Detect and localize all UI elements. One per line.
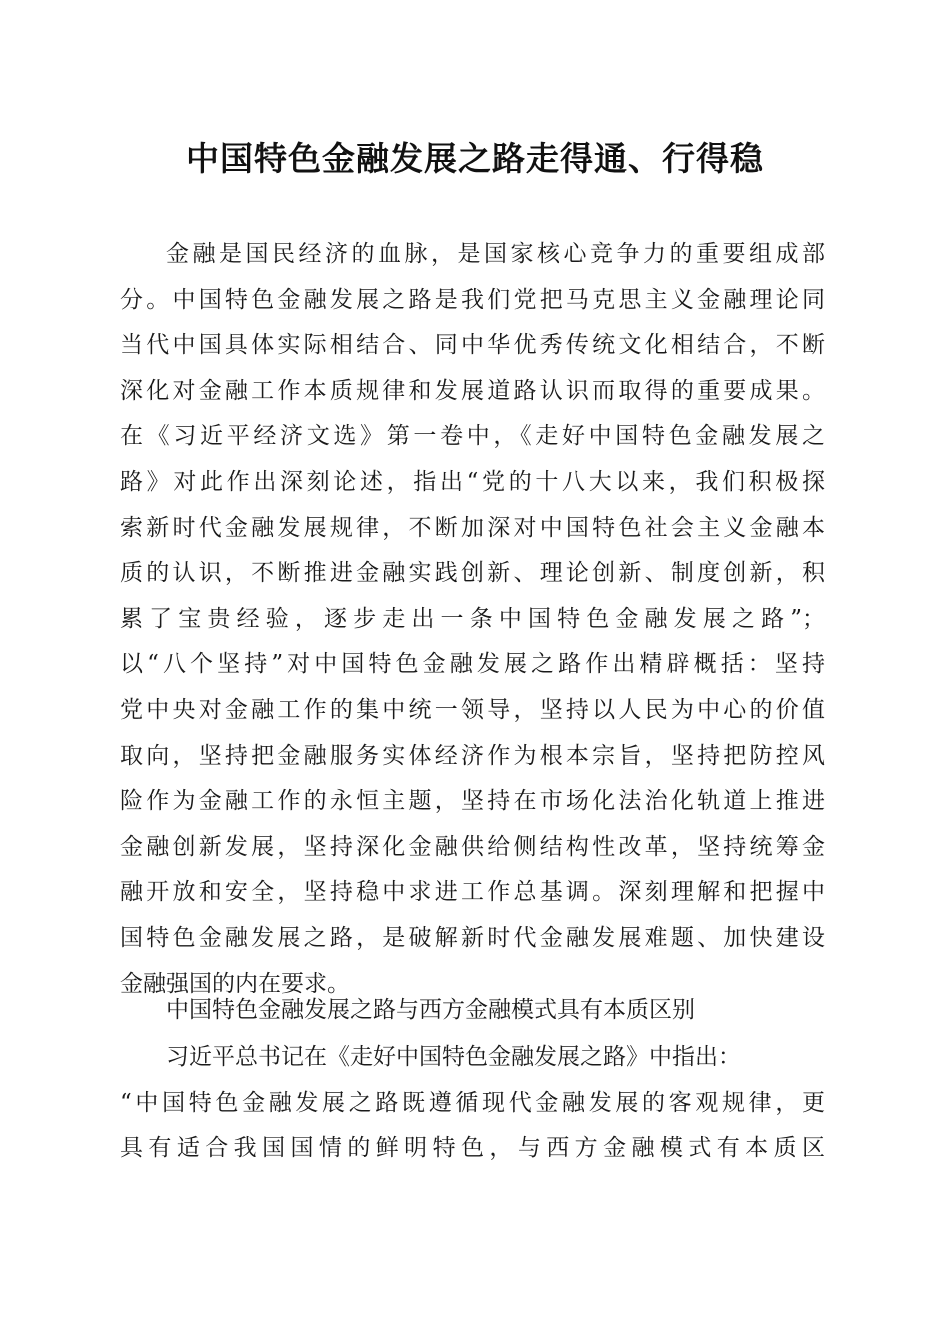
text-line: 融开放和安全，坚持稳中求进工作总基调。深刻理解和把握中 (120, 879, 825, 906)
text-line: 金融是国民经济的血脉，是国家核心竞争力的重要组成部 (166, 241, 825, 267)
text-line: 当代中国具体实际相结合、同中华优秀传统文化相结合，不断 (120, 332, 825, 359)
text-line: 险作为金融工作的永恒主题，坚持在市场化法治化轨道上推进 (120, 788, 825, 815)
text-line: 深化对金融工作本质规律和发展道路认识而取得的重要成果。 (120, 377, 825, 404)
text-line: 具有适合我国国情的鲜明特色，与西方金融模式有本质区 (120, 1135, 825, 1162)
subheading-text: 中国特色金融发展之路与西方金融模式具有本质区别 (166, 997, 695, 1023)
paragraph-intro (120, 232, 825, 1007)
text-line: 在《习近平经济文选》第一卷中，《走好中国特色金融发展之 (120, 423, 825, 450)
text-line: 党中央对金融工作的集中统一领导，坚持以人民为中心的价值 (120, 696, 825, 723)
text-line: 质的认识，不断推进金融实践创新、理论创新、制度创新，积 (120, 560, 825, 587)
text-line: 金融创新发展，坚持深化金融供给侧结构性改革，坚持统筹金 (120, 833, 825, 860)
text-line: 国特色金融发展之路，是破解新时代金融发展难题、加快建设 (120, 924, 825, 951)
section-subheading (120, 988, 825, 1034)
text-line: 以“八个坚持”对中国特色金融发展之路作出精辟概括：坚持 (120, 651, 825, 678)
text-line: 习近平总书记在《走好中国特色金融发展之路》中指出： (166, 1044, 741, 1070)
text-line: 取向，坚持把金融服务实体经济作为根本宗旨，坚持把防控风 (120, 742, 825, 769)
text-line: “中国特色金融发展之路既遵循现代金融发展的客观规律，更 (120, 1089, 825, 1116)
text-line: 分。中国特色金融发展之路是我们党把马克思主义金融理论同 (120, 286, 825, 313)
text-line: 路》对此作出深刻论述，指出“党的十八大以来，我们积极探 (120, 468, 825, 495)
text-line: 索新时代金融发展规律，不断加深对中国特色社会主义金融本 (120, 514, 825, 541)
text-line: 累了宝贵经验，逐步走出一条中国特色金融发展之路”； (120, 605, 825, 632)
text-line: 金融强国的内在要求。 (120, 970, 350, 997)
paragraph-quote (120, 1035, 825, 1172)
document-title: 中国特色金融发展之路走得通、行得稳 (186, 139, 764, 178)
